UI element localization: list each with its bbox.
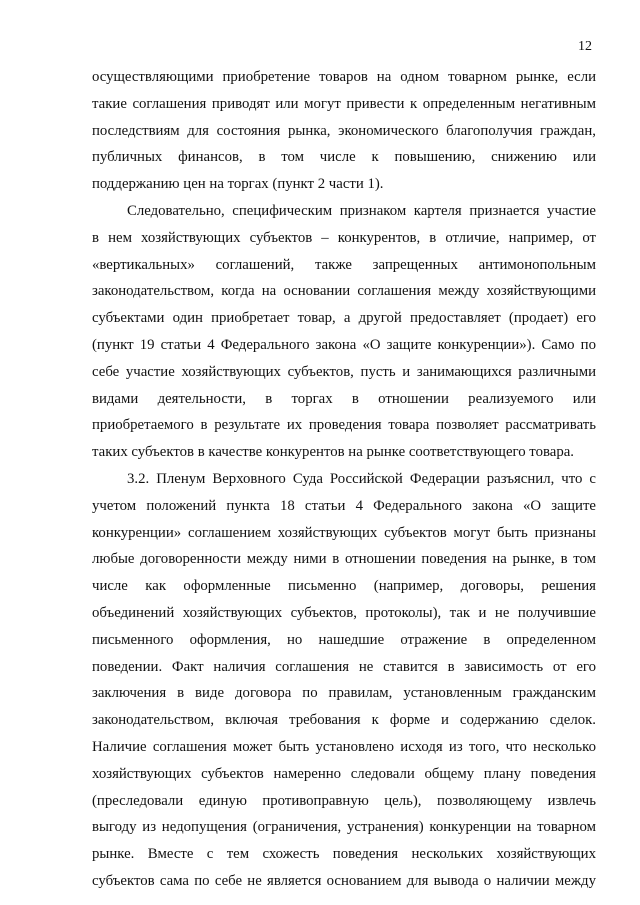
document-text — [92, 64, 596, 895]
text-line: таких субъектов в качестве конкурентов на рынке соответствующего товара. — [92, 444, 575, 461]
text-line: субъектами один приобретает товар, а другой предоставляет (продает) его — [92, 310, 596, 327]
text-line: законодательством, когда на основании соглашения между хозяйствующими — [92, 283, 596, 300]
text-line: заключения в виде договора по правилам, установленным гражданским — [92, 685, 596, 702]
text-line: приобретаемого в результате их проведения товара позволяет рассматривать — [92, 417, 596, 434]
text-line: Следовательно, специфическим признаком картеля признается участие — [127, 202, 596, 219]
text-line: законодательством, включая требования к форме и содержанию сделок. — [92, 712, 596, 729]
text-line: хозяйствующих субъектов намеренно следовали общему плану поведения — [92, 765, 596, 782]
text-line: «вертикальных» соглашений, также запрещенных антимонопольным — [92, 256, 596, 273]
text-line: видами деятельности, в торгах в отношении реализуемого или — [92, 390, 596, 407]
text-line: Наличие соглашения может быть установлено исходя из того, что несколько — [92, 738, 596, 755]
text-line: такие соглашения приводят или могут привести к определенным негативным — [92, 95, 596, 112]
text-line: (пункт 19 статьи 4 Федерального закона «О защите конкуренции»). Само по — [92, 336, 596, 353]
text-line: поддержанию цен на торгах (пункт 2 части 1). — [92, 176, 384, 193]
text-line: осуществляющими приобретение товаров на одном товарном рынке, если — [92, 69, 596, 85]
text-line: числе как оформленные письменно (например, договоры, решения — [92, 578, 596, 595]
text-line: себе участие хозяйствующих субъектов, пусть и занимающихся различными — [92, 363, 596, 380]
text-line: любые договоренности между ними в отношении поведения на рынке, в том — [92, 551, 596, 568]
text-line: 3.2. Пленум Верховного Суда Российской Федерации разъяснил, что с — [127, 470, 596, 487]
text-line: конкуренции» соглашением хозяйствующих субъектов могут быть признаны — [92, 524, 596, 541]
text-line: публичных финансов, в том числе к повышению, снижению или — [92, 149, 596, 166]
text-line: (преследовали единую противоправную цель), позволяющему извлечь — [92, 792, 596, 809]
text-line: рынке. Вместе с тем схожесть поведения нескольких хозяйствующих — [92, 846, 596, 863]
text-line: учетом положений пункта 18 статьи 4 Федерального закона «О защите — [92, 497, 596, 514]
text-line: объединений хозяйствующих субъектов, протоколы), так и не получившие — [92, 604, 596, 621]
text-line: письменного оформления, но нашедшие отражение в определенном — [92, 631, 596, 648]
page-number: 12 — [578, 39, 592, 54]
text-line: поведении. Факт наличия соглашения не ставится в зависимость от его — [92, 658, 596, 675]
text-line: последствиям для состояния рынка, экономического благополучия граждан, — [92, 122, 596, 139]
text-line: выгоду из недопущения (ограничения, устранения) конкуренции на товарном — [92, 819, 596, 836]
text-line: в нем хозяйствующих субъектов – конкурентов, в отличие, например, от — [92, 229, 596, 246]
text-line: субъектов сама по себе не является основанием для вывода о наличии между — [92, 872, 596, 889]
